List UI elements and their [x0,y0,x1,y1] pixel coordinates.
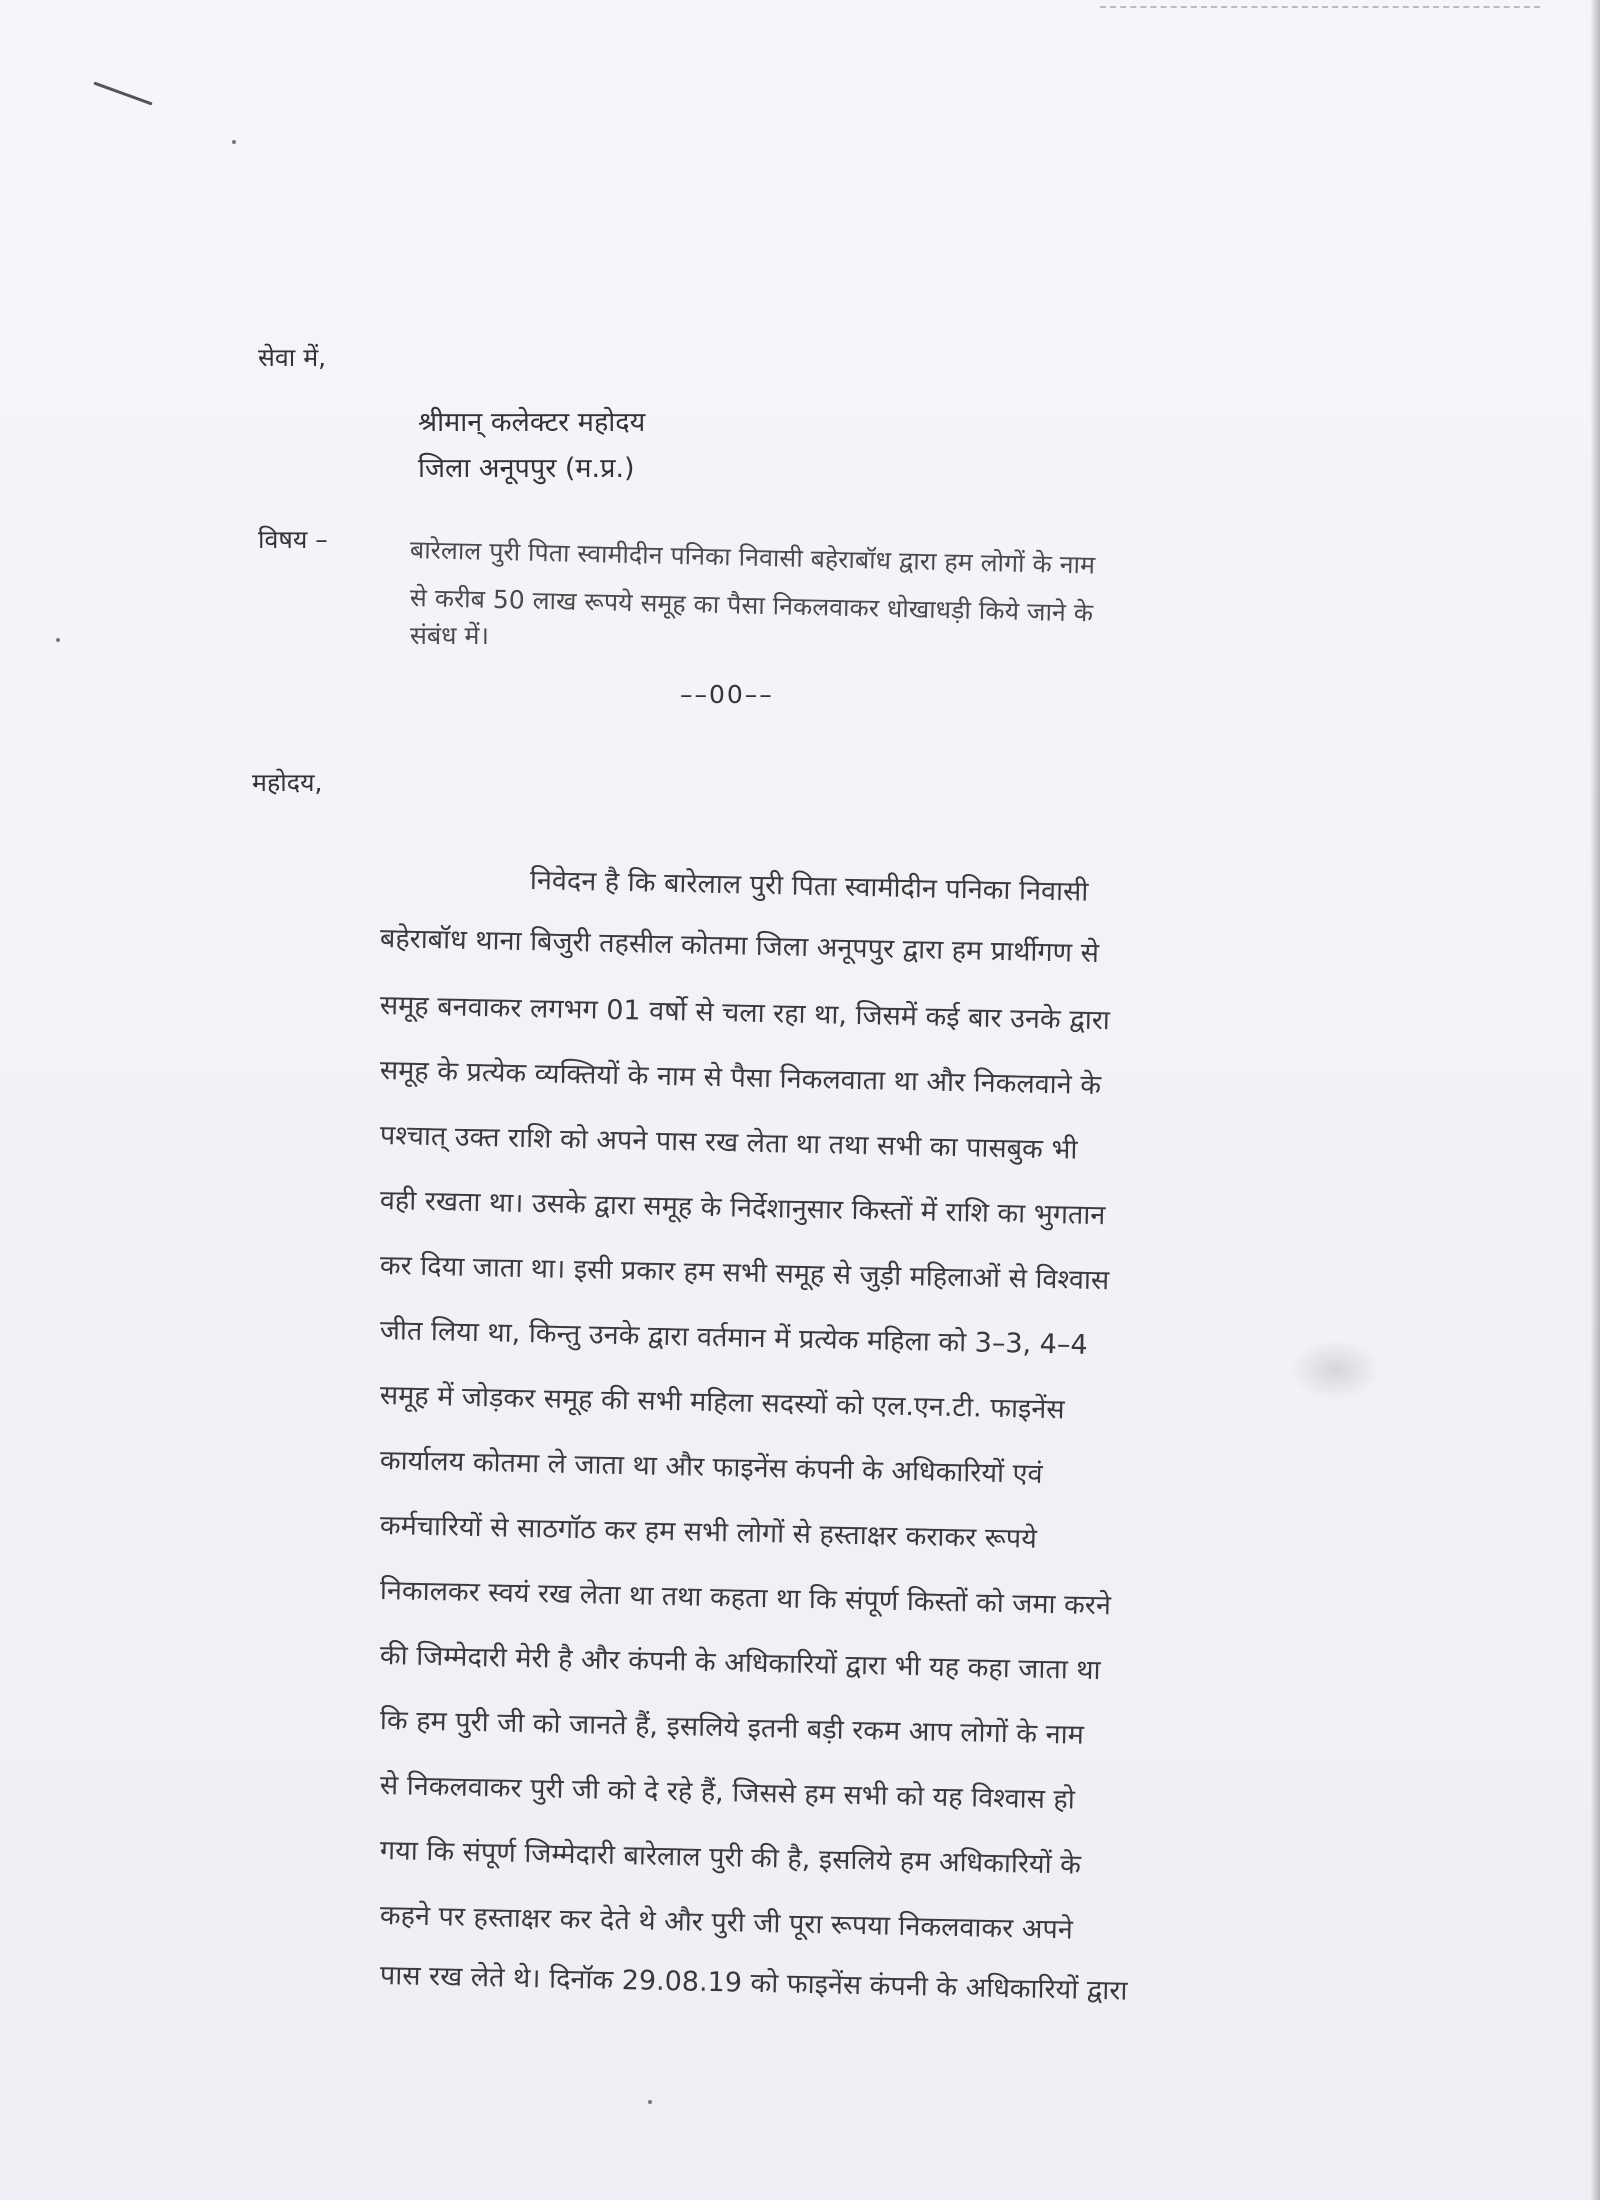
body-line: समूह बनवाकर लगभग 01 वर्षो से चला रहा था, जिसमें कई बार उनके द्वारा [379,990,1111,1037]
page-edge-right [1590,0,1600,2200]
body-line: निवेदन है कि बारेलाल पुरी पिता स्वामीदीन पनिका निवासी [529,865,1089,908]
body-line: समूह में जोड़कर समूह की सभी महिला सदस्यों को एल.एन.टी. फाइनेंस [379,1380,1065,1426]
body-line: बहेराबॉध थाना बिजुरी तहसील कोतमा जिला अनूपपुर द्वारा हम प्रार्थीगण से [379,923,1100,970]
greeting: महोदय, [252,768,323,797]
body-line: जीत लिया था, किन्तु उनके द्वारा वर्तमान में प्रत्येक महिला को 3–3, 4–4 [379,1315,1088,1361]
scan-speck [56,638,60,642]
separator: ––00–– [680,680,774,709]
subject-line: संबंध में। [410,621,489,650]
body-line: कर दिया जाता था। इसी प्रकार हम सभी समूह से जुड़ी महिलाओं से विश्वास [379,1250,1110,1297]
staple-mark [93,81,152,105]
recipient-line-2: जिला अनूपपुर (म.प्र.) [418,453,635,484]
body-line: वही रखता था। उसके द्वारा समूह के निर्देशानुसार किस्तों में राशि का भुगतान [379,1185,1106,1232]
subject-line: से करीब 50 लाख रूपये समूह का पैसा निकलवाकर धोखाधड़ी किये जाने के [409,583,1094,628]
body-line: कर्मचारियों से साठगॉठ कर हम सभी लोगों से हस्ताक्षर कराकर रूपये [379,1510,1038,1555]
body-line: समूह के प्रत्येक व्यक्तियों के नाम से पैसा निकलवाता था और निकलवाने के [379,1055,1102,1102]
body-line: पास रख लेते थे। दिनॉक 29.08.19 को फाइनेंस कंपनी के अधिकारियों द्वारा [379,1960,1128,2007]
subject-label: विषय – [258,525,328,554]
body-line: की जिम्मेदारी मेरी है और कंपनी के अधिकारियों द्वारा भी यह कहा जाता था [379,1640,1101,1687]
body-line: निकालकर स्वयं रख लेता था तथा कहता था कि संपूर्ण किस्तों को जमा करने [379,1575,1112,1622]
recipient-line-1: श्रीमान् कलेक्टर महोदय [418,407,646,438]
body-line: कार्यालय कोतमा ले जाता था और फाइनेंस कंपनी के अधिकारियों एवं [379,1445,1043,1490]
subject-line: बारेलाल पुरी पिता स्वामीदीन पनिका निवासी बहेराबॉध द्वारा हम लोगों के नाम [409,535,1096,580]
body-line: कि हम पुरी जी को जानते हैं, इसलिये इतनी बड़ी रकम आप लोगों के नाम [379,1705,1085,1751]
body-line: से निकलवाकर पुरी जी को दे रहे हैं, जिससे हम सभी को यह विश्वास हो [379,1770,1076,1816]
body-line: पश्चात् उक्त राशि को अपने पास रख लेता था तथा सभी का पासबुक भी [379,1120,1078,1166]
body-line: कहने पर हस्ताक्षर कर देते थे और पुरी जी पूरा रूपया निकलवाकर अपने [379,1900,1074,1946]
salutation: सेवा में, [258,343,327,372]
scan-speck [232,140,236,144]
page-edge-top [1100,6,1540,10]
scan-speck [648,2100,652,2104]
body-line: गया कि संपूर्ण जिम्मेदारी बारेलाल पुरी की है, इसलिये हम अधिकारियों के [379,1835,1082,1881]
